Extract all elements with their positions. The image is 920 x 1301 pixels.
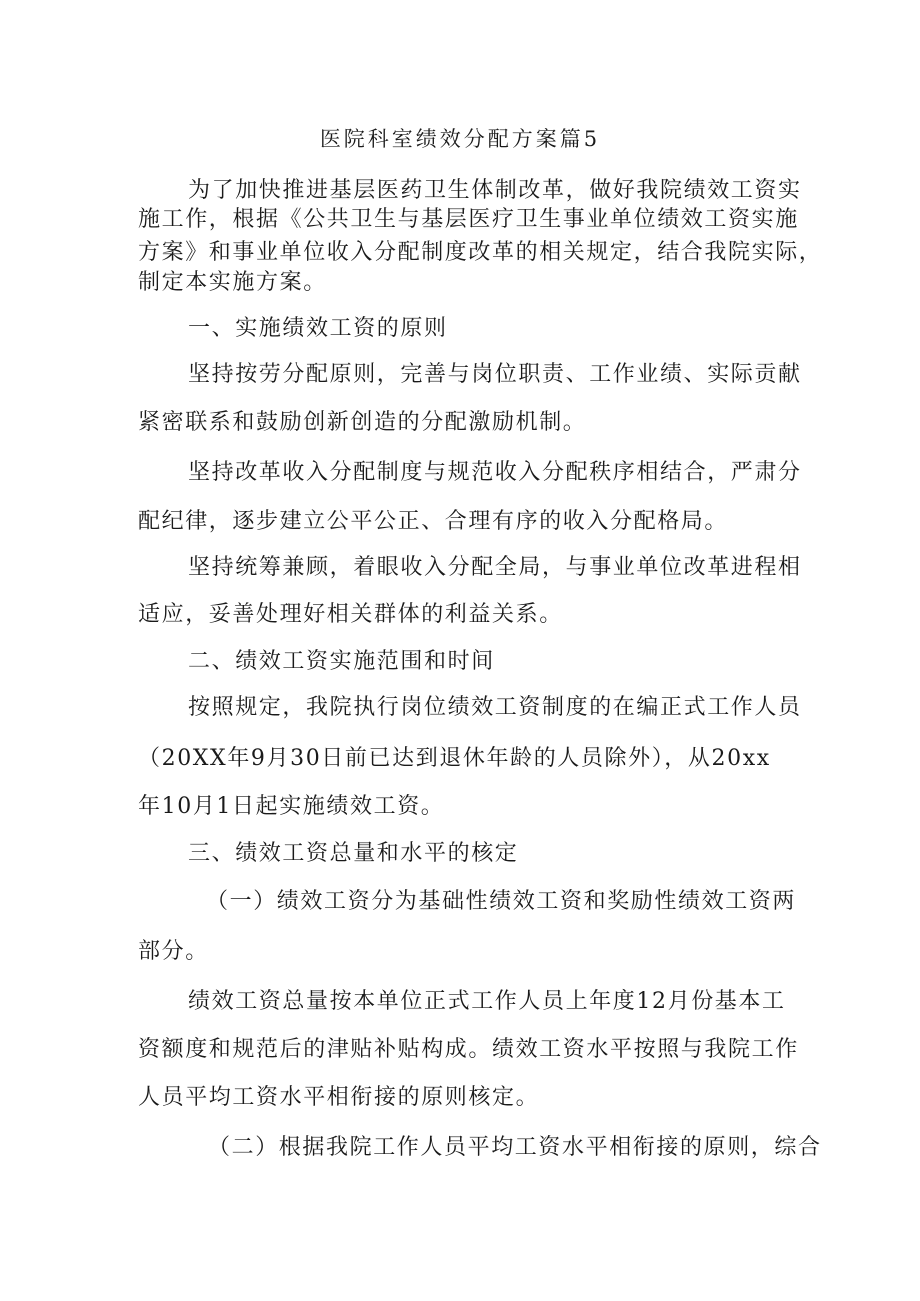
paragraph-line: 资额度和规范后的津贴补贴构成。绩效工资水平按照与我院工作 <box>138 1037 799 1062</box>
paragraph-line: 坚持按劳分配原则，完善与岗位职责、工作业绩、实际贡献 <box>188 362 802 387</box>
paragraph-line: 紧密联系和鼓励创新创造的分配激励机制。 <box>138 410 587 435</box>
paragraph-line: 坚持统筹兼顾，着眼收入分配全局，与事业单位改革进程相 <box>188 555 802 580</box>
paragraph-line: 方案》和事业单位收入分配制度改革的相关规定，结合我院实际， <box>138 240 823 265</box>
paragraph-line: （一）绩效工资分为基础性绩效工资和奖励性绩效工资两 <box>206 889 797 914</box>
paragraph-line: 按照规定，我院执行岗位绩效工资制度的在编正式工作人员 <box>188 695 802 720</box>
paragraph-line: 为了加快推进基层医药卫生体制改革，做好我院绩效工资实 <box>188 178 802 203</box>
paragraph-line: （20XX年9月30日前已达到退休年龄的人员除外），从20xx <box>138 746 771 771</box>
paragraph-line: 适应，妥善处理好相关群体的利益关系。 <box>138 602 563 627</box>
paragraph-line: 坚持改革收入分配制度与规范收入分配秩序相结合，严肃分 <box>188 460 802 485</box>
document-title: 医院科室绩效分配方案篇5 <box>319 127 601 151</box>
paragraph-line: 制定本实施方案。 <box>138 270 327 295</box>
section-heading: 一、实施绩效工资的原则 <box>188 316 448 341</box>
paragraph-line: 施工作，根据《公共卫生与基层医疗卫生事业单位绩效工资实施 <box>138 207 799 232</box>
section-heading: 三、绩效工资总量和水平的核定 <box>188 841 519 866</box>
paragraph-line: 绩效工资总量按本单位正式工作人员上年度12月份基本工 <box>188 989 786 1014</box>
paragraph-line: 部分。 <box>138 939 209 964</box>
paragraph-line: 配纪律，逐步建立公平公正、合理有序的收入分配格局。 <box>138 509 729 534</box>
paragraph-line: 年10月1日起实施绩效工资。 <box>138 794 445 819</box>
paragraph-line: 人员平均工资水平相衔接的原则核定。 <box>138 1085 540 1110</box>
paragraph-line: （二）根据我院工作人员平均工资水平相衔接的原则，综合 <box>208 1135 822 1160</box>
section-heading: 二、绩效工资实施范围和时间 <box>188 649 495 674</box>
